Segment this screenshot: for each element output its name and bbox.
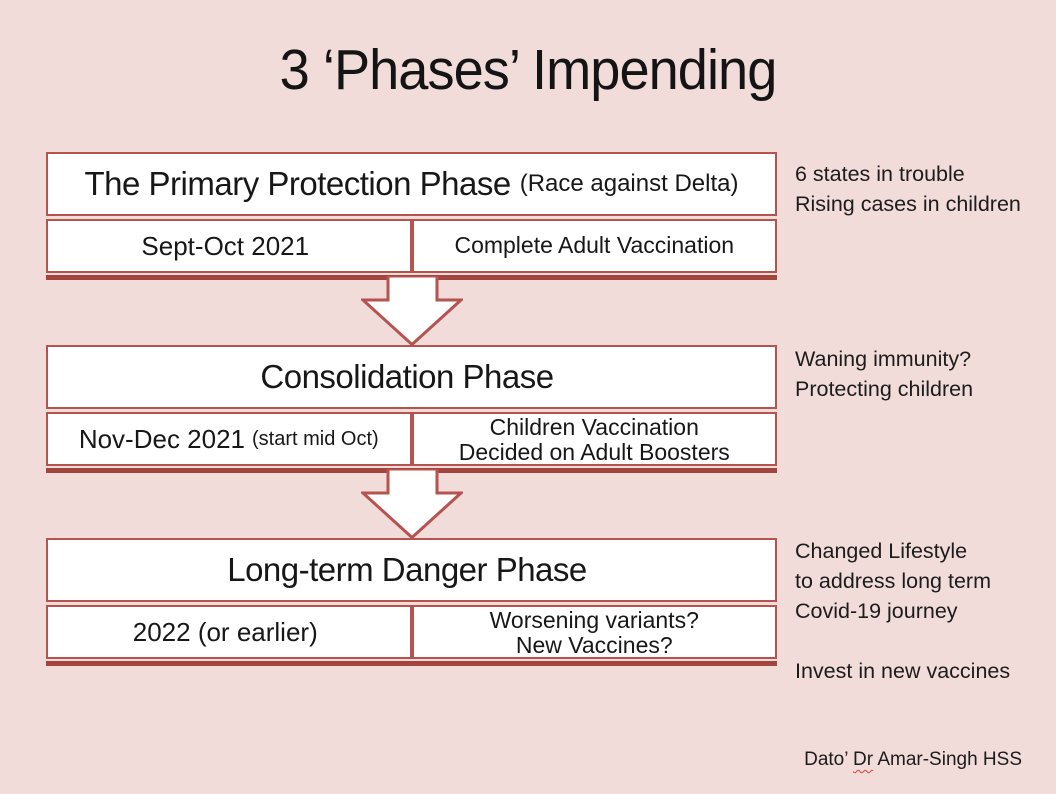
annotation-primary-protection (795, 159, 1051, 219)
annotation-line: Protecting children (795, 377, 974, 401)
annotation-line: Covid-19 journey (795, 599, 958, 623)
down-arrow-shape (361, 469, 463, 539)
phase-action-cell (412, 605, 778, 659)
phase-bottom-bar (46, 661, 777, 666)
phase-timeframe: Nov-Dec 2021 (78, 423, 246, 454)
annotation-line: Waning immunity? (795, 347, 972, 371)
phase-action-cell (412, 412, 778, 466)
annotation-line: Changed Lifestyle (795, 539, 968, 563)
action-line: Decided on Adult Boosters (458, 439, 730, 465)
action-line: Complete Adult Vaccination (454, 231, 735, 258)
down-arrow-icon (361, 276, 463, 346)
phase-timeframe-cell (46, 605, 412, 659)
phase-timeframe-cell (46, 219, 412, 273)
phase-box-consolidation (46, 345, 777, 473)
phase-detail-row (46, 605, 777, 659)
phase-box-long-term-danger (46, 538, 777, 666)
phase-header-title: Consolidation Phase (260, 358, 554, 395)
phase-header-title: The Primary Protection Phase (84, 165, 511, 202)
phase-detail-row (46, 219, 777, 273)
action-line: Worsening variants? (489, 607, 699, 633)
phase-timeframe: 2022 (or earlier) (132, 616, 318, 647)
annotation-line: Rising cases in children (795, 192, 1021, 216)
attribution-suffix: Amar-Singh HSS (873, 749, 1022, 770)
phase-header (46, 345, 777, 409)
phase-action-cell (412, 219, 778, 273)
phase-header-title: Long-term Danger Phase (227, 551, 587, 588)
annotation-line: to address long term (795, 569, 991, 593)
annotation-line: 6 states in trouble (795, 162, 965, 186)
phase-header (46, 538, 777, 602)
attribution (804, 749, 1022, 771)
phase-box-primary-protection (46, 152, 777, 280)
phase-header-note: (Race against Delta) (519, 170, 739, 197)
phase-header (46, 152, 777, 216)
action-line: New Vaccines? (515, 632, 673, 658)
annotation-line (795, 626, 1051, 656)
phase-timeframe-note: (start mid Oct) (252, 427, 379, 450)
slide-title: 3 ‘Phases’ Impending (279, 38, 777, 102)
down-arrow-shape (361, 276, 463, 346)
annotation-consolidation (795, 344, 1051, 404)
annotation-long-term-danger (795, 536, 1051, 686)
phase-timeframe: Sept-Oct 2021 (141, 230, 310, 261)
attribution-marked-word: Dr (853, 749, 874, 770)
attribution-prefix: Dato’ (804, 749, 854, 770)
phase-detail-row (46, 412, 777, 466)
phase-timeframe-cell (46, 412, 412, 466)
annotation-line: Invest in new vaccines (795, 659, 1011, 683)
action-line: Children Vaccination (489, 414, 699, 440)
down-arrow-icon (361, 469, 463, 539)
